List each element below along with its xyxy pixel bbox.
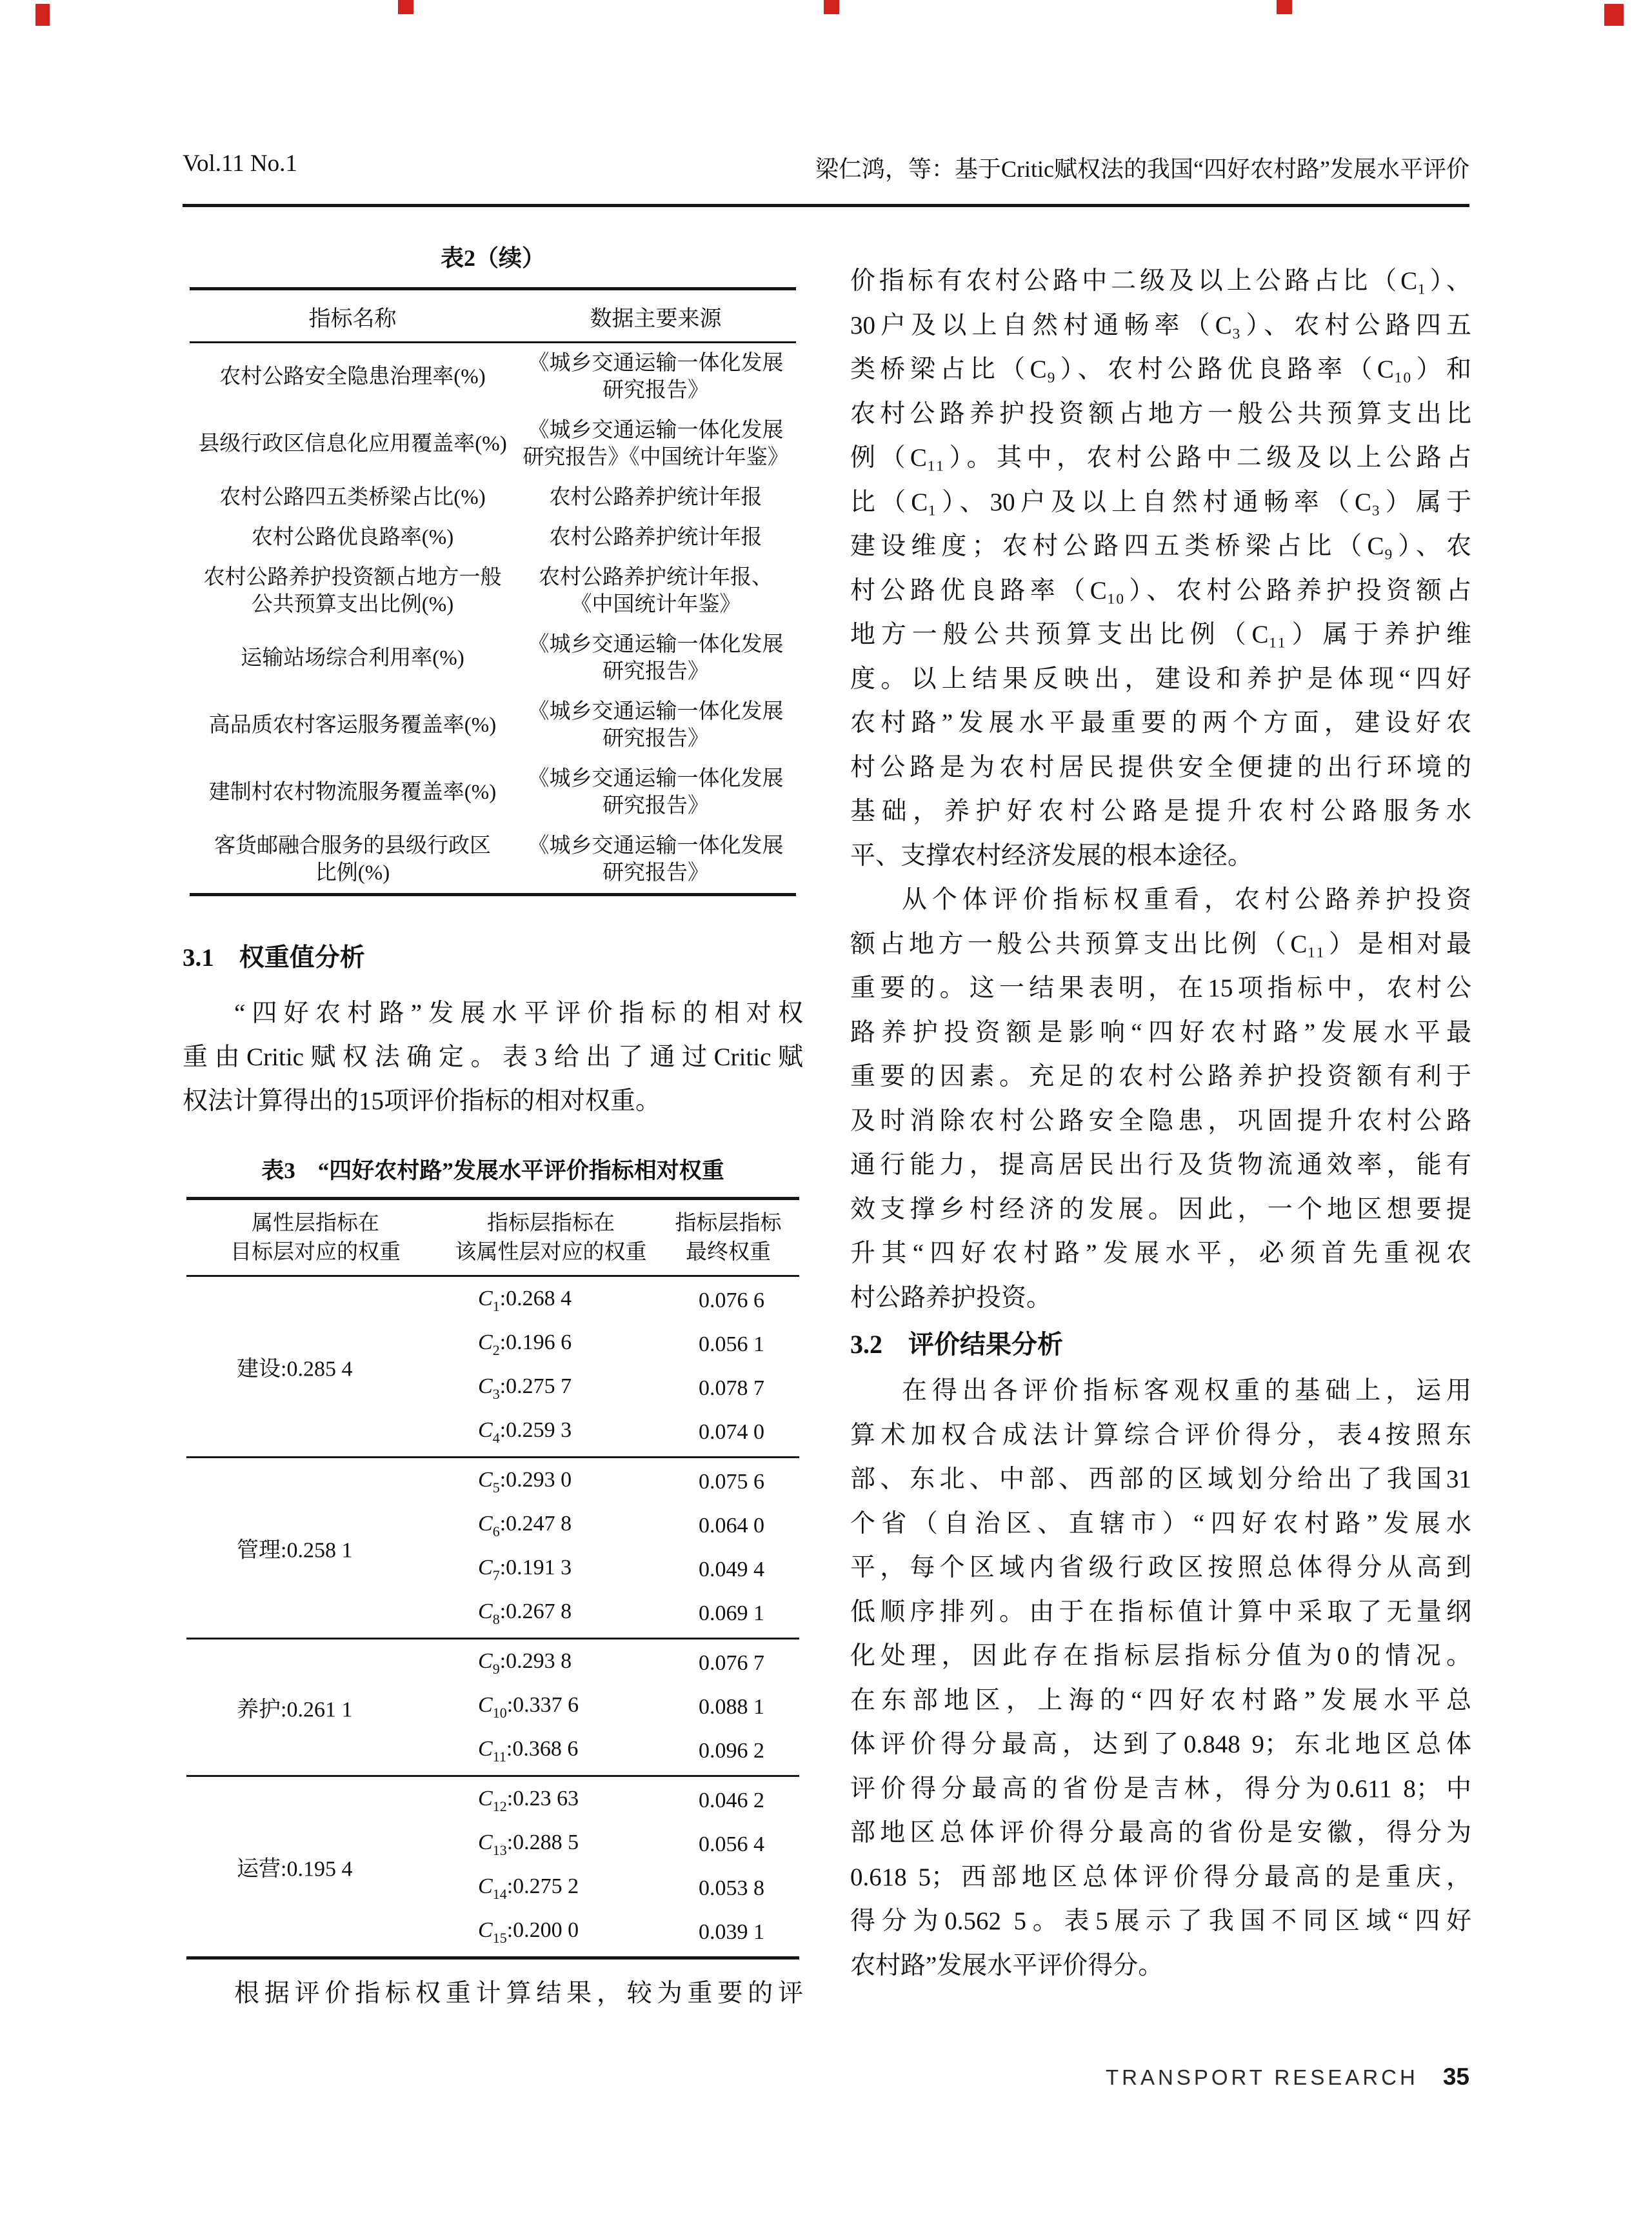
header-line: 最终权重 [686,1241,771,1264]
text-line: 重由Critic赋权法确定。表3给出了通过Critic赋 [183,1043,803,1071]
weight-group [186,1775,799,1956]
text-line: 度。以上结果反映出，建设和养护是体现“四好 [850,665,1471,693]
indicator-name-cell [190,524,515,551]
indicator-symbol: C [478,1556,493,1579]
indicator-subscript: 6 [492,1523,500,1539]
text-line: 重要的因素。充足的农村公路养护投资额有利于 [850,1063,1471,1090]
red-registration-mark [1277,0,1292,14]
page-number: 35 [1442,2063,1469,2090]
text-line: 额占地方一般公共预算支出比例（C₁₁）是相对最 [850,930,1471,958]
indicator-weight-value: :0.293 8 [499,1649,572,1673]
table3-header-attribute-weight [186,1209,444,1267]
journal-volume: Vol.11 No.1 [183,150,297,177]
final-weight-cell: 0.075 6 [699,1470,764,1494]
cell-text-line: 建制村农村物流服务覆盖率(%) [208,781,497,804]
final-weight-cell: 0.064 0 [699,1514,764,1538]
header-line: 指标层指标在 [487,1212,615,1235]
indicator-subscript: 8 [492,1611,500,1627]
group-label: 管理:0.258 1 [237,1538,353,1563]
cell-text-line: 客货邮融合服务的县级行政区 [214,834,491,857]
cell-text-line: 运输站场综合利用率(%) [241,647,464,670]
table-row [186,1910,799,1954]
weight-group [186,1638,799,1775]
page-footer [1106,2063,1469,2091]
text-line: 在东部地区，上海的“四好农村路”发展水平总 [850,1686,1471,1714]
text-line: 路养护投资额是影响“四好农村路”发展水平最 [850,1018,1471,1047]
indicator-subscript: 3 [492,1386,500,1402]
table2-title: 表2（续） [440,245,545,271]
data-source-cell [515,832,796,887]
table3-header-row [186,1200,799,1277]
text-line: 农村公路养护投资额占地方一般公共预算支出比 [850,399,1471,428]
text-line: 0.618 5；西部地区总体评价得分最高的是重庆， [850,1863,1471,1891]
indicator-symbol: C [478,1468,493,1492]
indicator-weight-value: :0.275 7 [499,1374,572,1398]
table-row [186,1367,799,1410]
text-line: 得分为0.562 5。表5展示了我国不同区域“四好 [850,1907,1471,1935]
table-row [186,1641,799,1685]
indicator-subscript: 10 [492,1705,507,1721]
table3-weights [186,1197,799,1960]
indicator-weight-cell [478,1874,579,1903]
cell-text-line: 《城乡交通运输一体化发展 [528,700,784,723]
table3-title: 表3 “四好农村路”发展水平评价指标相对权重 [261,1158,724,1183]
indicator-weight-value: :0.267 8 [499,1599,572,1623]
indicator-subscript: 15 [492,1930,507,1946]
final-weight-cell: 0.076 7 [699,1651,764,1675]
indicator-symbol: C [478,1737,493,1761]
table3-body [186,1277,799,1956]
cell-text-line: 农村公路安全隐患治理率(%) [219,365,486,388]
text-line: 从个体评价指标权重看，农村公路养护投资 [901,886,1471,914]
text-line: 3.2 评价结果分析 [850,1330,1063,1359]
cell-text-line: 《城乡交通运输一体化发展 [528,633,784,656]
indicator-subscript: 11 [492,1749,506,1765]
text-line: 村公路优良路率（C₁₀）、农村公路养护投资额占 [850,576,1471,605]
cell-text-line: 《城乡交通运输一体化发展 [528,834,784,857]
text-line: 基础，养护好农村公路是提升农村公路服务水 [850,797,1471,825]
indicator-name-cell [190,417,515,471]
text-line: 体评价得分最高，达到了0.848 9；东北地区总体 [850,1730,1471,1758]
section-3-1-paragraph [183,992,803,1123]
text-line: 升其“四好农村路”发展水平，必须首先重视农 [850,1239,1471,1267]
indicator-weight-value: :0.23 63 [506,1787,579,1810]
text-line: “四好农村路”发展水平评价指标的相对权 [234,999,803,1027]
indicator-weight-value: :0.259 3 [499,1418,572,1442]
indicator-symbol: C [478,1693,493,1717]
table-row [186,1279,799,1323]
cell-text-line: 农村公路养护统计年报 [549,486,762,509]
header-line: 指标层指标 [675,1212,782,1235]
table-row [186,1729,799,1773]
indicator-symbol: C [478,1330,493,1354]
table-row [186,1548,799,1592]
indicator-weight-cell [478,1787,579,1815]
table2-body [190,343,796,893]
table2-header-source: 数据主要来源 [590,307,722,331]
indicator-weight-cell [478,1737,578,1765]
final-weight-cell: 0.039 1 [699,1920,764,1944]
indicator-symbol: C [478,1649,493,1673]
table-row [186,1323,799,1367]
indicator-name-cell [190,765,515,819]
table-row [186,1823,799,1867]
indicator-symbol: C [478,1374,493,1398]
final-weight-cell: 0.046 2 [699,1789,764,1812]
table-row [186,1460,799,1504]
data-source-cell [515,417,796,471]
indicator-symbol: C [478,1599,493,1623]
final-weight-cell: 0.088 1 [699,1695,764,1719]
table-row [190,477,796,517]
indicator-weight-value: :0.200 0 [506,1918,579,1942]
cell-text-line: 农村公路优良路率(%) [251,526,454,549]
indicator-symbol: C [478,1787,493,1810]
indicator-subscript: 4 [492,1430,500,1446]
text-line: 平、支撑农村经济发展的根本途径。 [850,841,1253,870]
group-rows [186,1279,799,1454]
indicator-subscript: 2 [492,1342,500,1358]
text-line: 村公路养护投资。 [850,1283,1052,1312]
indicator-weight-cell [478,1556,572,1584]
text-line: 化处理，因此存在指标层指标分值为0的情况。 [850,1642,1471,1670]
final-weight-cell: 0.069 1 [699,1601,764,1625]
text-line: 价指标有农村公路中二级及以上公路占比（C₁）、 [850,267,1471,295]
group-label: 建设:0.285 4 [237,1357,353,1381]
text-line: 通行能力，提高居民出行及货物流通效率，能有 [850,1151,1471,1179]
table-row [190,625,796,692]
section-3-1-heading: 3.1 权重值分析 [183,944,365,972]
text-line: 例（C₁₁）。其中，农村公路中二级及以上公路占 [850,444,1471,472]
indicator-weight-cell [478,1374,572,1403]
indicator-weight-cell [478,1693,579,1721]
cell-text-line: 比例(%) [315,861,390,885]
table-row [190,557,796,625]
data-source-cell [515,564,796,618]
indicator-name-cell [190,698,515,752]
text-line: 部地区总体评价得分最高的省份是安徽，得分为 [850,1819,1471,1847]
indicator-weight-value: :0.337 6 [506,1693,579,1717]
journal-name: TRANSPORT RESEARCH [1105,2065,1418,2089]
indicator-name-cell [190,484,515,511]
table3-header-final-weight [657,1209,799,1267]
text-line: 算术加权合成法计算综合评价得分，表4按照东 [850,1421,1471,1449]
indicator-subscript: 5 [492,1479,500,1496]
indicator-subscript: 9 [492,1661,500,1677]
indicator-subscript: 12 [492,1798,507,1814]
indicator-weight-cell [478,1918,579,1947]
data-source-cell [515,524,796,551]
indicator-weight-cell [478,1287,572,1315]
cell-text-line: 研究报告》 [602,794,709,817]
left-column-tail-line: 根据评价指标权重计算结果，较为重要的评 [234,1980,803,2007]
red-registration-mark [398,0,413,14]
text-line: 比（C₁）、30户及以上自然村通畅率（C₃）属于 [850,488,1471,516]
table-row [190,343,796,410]
final-weight-cell: 0.076 6 [699,1288,764,1312]
indicator-weight-value: :0.288 5 [506,1830,579,1854]
header-line: 目标层对应的权重 [230,1241,401,1264]
cell-text-line: 农村公路养护投资额占地方一般 [203,566,502,589]
weight-group [186,1456,799,1638]
indicator-weight-cell [478,1418,572,1447]
header-line: 该属性层对应的权重 [455,1241,647,1264]
cell-text-line: 《中国统计年鉴》 [570,593,741,616]
data-source-cell [515,484,796,511]
indicator-name-cell [190,564,515,618]
table2-header-indicator: 指标名称 [308,307,397,331]
text-line: 及时消除农村公路安全隐患，巩固提升农村公路 [850,1107,1471,1135]
indicator-name-cell [190,350,515,404]
text-line: 部、东北、中部、西部的区域划分给出了我国31 [850,1465,1471,1493]
indicator-symbol: C [478,1418,493,1442]
group-rows [186,1641,799,1773]
table-row [186,1504,799,1548]
table-row [190,759,796,826]
running-title: 梁仁鸿，等：基于Critic赋权法的我国“四好农村路”发展水平评价 [815,156,1469,182]
indicator-weight-value: :0.196 6 [499,1330,572,1354]
text-line: 权法计算得出的15项评价指标的相对权重。 [183,1087,661,1115]
indicator-weight-value: :0.247 8 [499,1512,572,1536]
text-line: 农村路”发展水平评价得分。 [850,1951,1164,1980]
cell-text-line: 县级行政区信息化应用覆盖率(%) [198,432,507,456]
left-column [183,240,803,1960]
indicator-subscript: 14 [492,1886,507,1902]
cell-text-line: 研究报告》 [602,861,709,885]
text-line: 效支撑乡村经济的发展。因此，一个地区想要提 [850,1195,1471,1223]
table-row [186,1867,799,1910]
data-source-cell [515,698,796,752]
final-weight-cell: 0.049 4 [699,1558,764,1581]
indicator-weight-cell [478,1830,579,1859]
indicator-weight-value: :0.293 0 [499,1468,572,1492]
text-line: 重要的。这一结果表明，在15项指标中，农村公 [850,974,1471,1002]
data-source-cell [515,765,796,819]
right-column [850,259,1471,1988]
group-rows [186,1460,799,1636]
cell-text-line: 研究报告》 [602,660,709,683]
table-row [190,410,796,477]
indicator-weight-cell [478,1649,572,1678]
text-line: 村公路是为农村居民提供安全便捷的出行环境的 [850,753,1471,781]
indicator-weight-value: :0.368 6 [506,1737,579,1761]
cell-text-line: 农村公路四五类桥梁占比(%) [219,486,486,509]
table-row [186,1410,799,1454]
table-row [186,1592,799,1636]
table2-continued [190,287,796,896]
group-label: 养护:0.261 1 [237,1698,353,1722]
header-rule [183,204,1469,207]
indicator-weight-cell [478,1468,572,1496]
header-line: 属性层指标在 [252,1212,379,1235]
text-line: 30户及以上自然村通畅率（C₃）、农村公路四五 [850,311,1471,339]
red-registration-mark [1604,4,1624,26]
group-rows [186,1779,799,1954]
table-row [186,1779,799,1823]
text-line: 在得出各评价指标客观权重的基础上，运用 [901,1377,1471,1405]
cell-text-line: 《城乡交通运输一体化发展 [528,419,784,442]
final-weight-cell: 0.053 8 [699,1876,764,1900]
cell-text-line: 研究报告》《中国统计年鉴》 [522,446,789,469]
text-line: 农村路”发展水平最重要的两个方面，建设好农 [850,709,1471,737]
table2-header-row [190,290,796,343]
final-weight-cell: 0.056 4 [699,1832,764,1856]
indicator-weight-value: :0.191 3 [499,1556,572,1579]
indicator-name-cell [190,631,515,685]
indicator-symbol: C [478,1287,493,1310]
cell-text-line: 研究报告》 [602,727,709,750]
cell-text-line: 农村公路养护统计年报、 [539,566,773,589]
indicator-weight-cell [478,1512,572,1540]
indicator-symbol: C [478,1918,493,1942]
indicator-name-cell [190,832,515,887]
cell-text-line: 《城乡交通运输一体化发展 [528,352,784,375]
indicator-symbol: C [478,1512,493,1536]
weight-group [186,1277,799,1456]
red-registration-mark [824,0,839,14]
text-line: 评价得分最高的省份是吉林，得分为0.611 8；中 [850,1774,1471,1803]
indicator-symbol: C [478,1830,493,1854]
indicator-weight-value: :0.275 2 [506,1874,579,1898]
table-row [190,517,796,557]
final-weight-cell: 0.056 1 [699,1332,764,1356]
indicator-weight-cell [478,1599,572,1628]
indicator-subscript: 7 [492,1567,500,1583]
group-label: 运营:0.195 4 [237,1857,353,1881]
cell-text-line: 研究报告》 [602,379,709,402]
data-source-cell [515,350,796,404]
table3-header-layer-weight [444,1209,657,1267]
cell-text-line: 《城乡交通运输一体化发展 [528,767,784,790]
indicator-weight-value: :0.268 4 [499,1287,572,1310]
text-line: 类桥梁占比（C₉）、农村公路优良路率（C₁₀）和 [850,356,1471,383]
text-line: 个省（自治区、直辖市）“四好农村路”发展水 [850,1509,1471,1538]
red-registration-mark [35,4,50,26]
cell-text-line: 农村公路养护统计年报 [549,526,762,549]
text-line: 建设维度；农村公路四五类桥梁占比（C₉）、农 [850,532,1471,560]
text-line: 地方一般公共预算支出比例（C₁₁）属于养护维 [850,621,1471,648]
indicator-subscript: 13 [492,1842,507,1858]
cell-text-line: 高品质农村客运服务覆盖率(%) [208,714,497,737]
text-line: 低顺序排列。由于在指标值计算中采取了无量纲 [850,1598,1471,1626]
table-row [186,1685,799,1729]
indicator-weight-cell [478,1330,572,1359]
indicator-subscript: 1 [492,1298,500,1314]
data-source-cell [515,631,796,685]
final-weight-cell: 0.096 2 [699,1739,764,1763]
final-weight-cell: 0.078 7 [699,1376,764,1400]
indicator-symbol: C [478,1874,493,1898]
table-row [190,826,796,893]
text-line: 平，每个区域内省级行政区按照总体得分从高到 [850,1554,1471,1581]
cell-text-line: 公共预算支出比例(%) [251,593,454,616]
table-row [190,692,796,759]
final-weight-cell: 0.074 0 [699,1420,764,1444]
